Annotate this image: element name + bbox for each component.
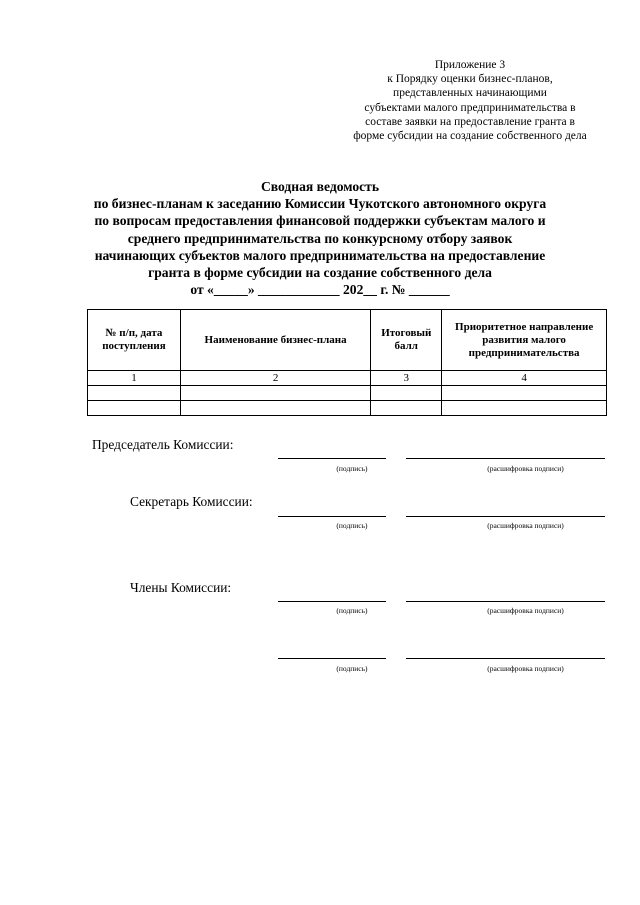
member-decode-line[interactable] — [406, 601, 605, 602]
table-cell — [88, 401, 181, 416]
table-cell — [371, 386, 442, 401]
member-signature-line[interactable] — [278, 658, 386, 659]
secretary-label: Секретарь Комиссии: — [130, 494, 253, 509]
table-row — [88, 386, 607, 401]
table-cell — [371, 401, 442, 416]
decode-hint: (расшифровка подписи) — [487, 521, 564, 530]
decode-hint: (расшифровка подписи) — [487, 606, 564, 615]
signature-hint: (подпись) — [336, 464, 368, 473]
table-row — [88, 401, 607, 416]
table-cell — [442, 386, 607, 401]
title-line: среднего предпринимательства по конкурсному отбору заявок — [127, 230, 513, 246]
secretary-signature-line[interactable] — [278, 516, 386, 517]
signature-hint: (подпись) — [336, 664, 368, 673]
column-number: 1 — [88, 371, 181, 386]
title-line: начинающих субъектов малого предпринимательства на предоставление — [94, 247, 546, 263]
title-line: Сводная ведомость — [260, 179, 380, 194]
title-date-line: от «_____» ____________ 202__ г. № ______ — [190, 282, 450, 298]
header-number-date: № п/п, дата поступления — [88, 310, 181, 371]
title-line: гранта в форме субсидии на создание собственного дела — [148, 265, 492, 281]
table-cell — [442, 401, 607, 416]
header-plan-name: Наименование бизнес-плана — [180, 310, 370, 371]
appendix-line: представленных начинающими — [393, 87, 547, 100]
chair-label: Председатель Комиссии: — [92, 437, 234, 452]
member-signature-line[interactable] — [278, 601, 386, 602]
summary-table — [87, 309, 607, 416]
appendix-line: форме субсидии на создание собственного дела — [353, 130, 587, 143]
signature-hint: (подпись) — [336, 606, 368, 615]
chair-signature-line[interactable] — [278, 458, 386, 459]
table-header-row — [88, 310, 607, 371]
table-cell — [180, 386, 370, 401]
header-priority-direction: Приоритетное направление развития малого предпринимательства — [442, 310, 607, 371]
table-number-row — [88, 371, 607, 386]
column-number: 3 — [371, 371, 442, 386]
chair-decode-line[interactable] — [406, 458, 605, 459]
title-line: по вопросам предоставления финансовой поддержки субъектам малого и — [94, 213, 546, 229]
column-number: 4 — [442, 371, 607, 386]
secretary-decode-line[interactable] — [406, 516, 605, 517]
appendix-line: Приложение 3 — [434, 59, 506, 71]
member-decode-line[interactable] — [406, 658, 605, 659]
table-cell — [88, 386, 181, 401]
members-label: Члены Комиссии: — [130, 580, 232, 595]
signature-hint: (подпись) — [336, 521, 368, 530]
decode-hint: (расшифровка подписи) — [487, 464, 564, 473]
document-title — [70, 178, 570, 298]
appendix-line: составе заявки на предоставление гранта в — [365, 115, 575, 128]
table-cell — [180, 401, 370, 416]
column-number: 2 — [180, 371, 370, 386]
title-line: по бизнес-планам к заседанию Комиссии Чукотского автономного округа — [93, 196, 547, 212]
decode-hint: (расшифровка подписи) — [487, 664, 564, 673]
appendix-block — [320, 58, 620, 143]
appendix-line: к Порядку оценки бизнес-планов, — [387, 73, 553, 86]
appendix-line: субъектами малого предпринимательства в — [364, 101, 576, 114]
header-total-score: Итоговый балл — [371, 310, 442, 371]
